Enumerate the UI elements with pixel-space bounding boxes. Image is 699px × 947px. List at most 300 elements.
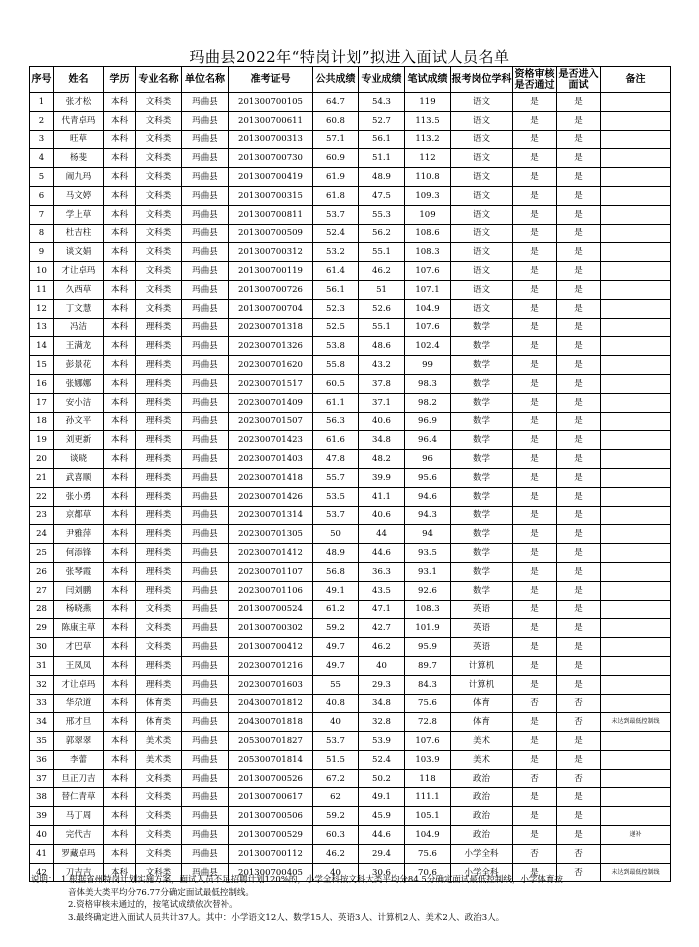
cell-subject: 语文 (451, 262, 513, 281)
cell-remark (601, 337, 671, 356)
cell-interview: 是 (557, 149, 601, 168)
cell-public-score: 40 (313, 713, 359, 732)
cell-interview: 是 (557, 544, 601, 563)
cell-index: 1 (30, 93, 54, 112)
cell-ticket: 201300700730 (229, 149, 313, 168)
cell-remark (601, 619, 671, 638)
cell-major-score: 48.2 (359, 450, 405, 469)
cell-subject: 数学 (451, 450, 513, 469)
cell-name: 安小洁 (54, 393, 104, 412)
cell-major: 体育类 (136, 694, 182, 713)
cell-interview: 是 (557, 111, 601, 130)
cell-ticket: 201300700509 (229, 224, 313, 243)
cell-unit: 玛曲县 (182, 525, 229, 544)
header-col-index: 序号 (30, 67, 54, 93)
cell-major: 理科类 (136, 356, 182, 375)
cell-qualified: 是 (513, 826, 557, 845)
cell-name: 刘更新 (54, 431, 104, 450)
cell-education: 本科 (104, 769, 136, 788)
note-1-cont: 音体美大类平均分76.77分确定面试最低控制线。 (68, 887, 254, 898)
cell-name: 刀吉吉 (54, 863, 104, 882)
cell-major: 理科类 (136, 506, 182, 525)
cell-name: 旦正刀吉 (54, 769, 104, 788)
cell-subject: 数学 (451, 487, 513, 506)
cell-subject: 美术 (451, 750, 513, 769)
cell-subject: 语文 (451, 93, 513, 112)
cell-major: 文科类 (136, 130, 182, 149)
cell-subject: 语文 (451, 168, 513, 187)
cell-remark (601, 374, 671, 393)
cell-education: 本科 (104, 807, 136, 826)
cell-major-score: 52.7 (359, 111, 405, 130)
cell-name: 谈晓 (54, 450, 104, 469)
cell-major: 文科类 (136, 205, 182, 224)
cell-interview: 是 (557, 600, 601, 619)
cell-qualified: 是 (513, 863, 557, 882)
cell-remark (601, 788, 671, 807)
cell-subject: 美术 (451, 732, 513, 751)
cell-ticket: 202300701418 (229, 468, 313, 487)
cell-education: 本科 (104, 788, 136, 807)
cell-major-score: 40 (359, 656, 405, 675)
cell-major-score: 56.1 (359, 130, 405, 149)
cell-written-score: 89.7 (405, 656, 451, 675)
cell-written-score: 105.1 (405, 807, 451, 826)
cell-major: 文科类 (136, 299, 182, 318)
cell-remark (601, 656, 671, 675)
cell-remark (601, 262, 671, 281)
cell-interview: 否 (557, 863, 601, 882)
cell-written-score: 108.3 (405, 243, 451, 262)
cell-education: 本科 (104, 318, 136, 337)
cell-ticket: 201300700524 (229, 600, 313, 619)
cell-education: 本科 (104, 600, 136, 619)
cell-index: 14 (30, 337, 54, 356)
table-row (30, 844, 671, 863)
candidate-table (29, 66, 671, 882)
cell-written-score: 93.1 (405, 562, 451, 581)
table-row (30, 769, 671, 788)
cell-subject: 数学 (451, 525, 513, 544)
cell-interview: 是 (557, 243, 601, 262)
cell-ticket: 202300701423 (229, 431, 313, 450)
cell-major-score: 37.1 (359, 393, 405, 412)
cell-name: 彭景花 (54, 356, 104, 375)
cell-education: 本科 (104, 280, 136, 299)
cell-written-score: 104.9 (405, 299, 451, 318)
cell-subject: 计算机 (451, 675, 513, 694)
cell-name: 郭翠翠 (54, 732, 104, 751)
cell-ticket: 201300700412 (229, 638, 313, 657)
cell-public-score: 55 (313, 675, 359, 694)
cell-name: 代青卓玛 (54, 111, 104, 130)
cell-subject: 体育 (451, 694, 513, 713)
cell-major: 文科类 (136, 243, 182, 262)
cell-major-score: 44.6 (359, 826, 405, 845)
cell-index: 3 (30, 130, 54, 149)
cell-written-score: 96.9 (405, 412, 451, 431)
footer-label: 说明： (31, 875, 57, 885)
cell-name: 闹九玛 (54, 168, 104, 187)
cell-qualified: 是 (513, 450, 557, 469)
table-row (30, 412, 671, 431)
cell-major-score: 42.7 (359, 619, 405, 638)
cell-index: 30 (30, 638, 54, 657)
cell-interview: 是 (557, 412, 601, 431)
cell-qualified: 是 (513, 675, 557, 694)
cell-written-score: 94 (405, 525, 451, 544)
note-2: 2.资格审核未通过的，按笔试成绩依次替补。 (68, 900, 238, 910)
cell-major: 文科类 (136, 149, 182, 168)
cell-public-score: 40.8 (313, 694, 359, 713)
cell-remark (601, 93, 671, 112)
cell-interview: 是 (557, 356, 601, 375)
cell-index: 29 (30, 619, 54, 638)
cell-ticket: 201300700315 (229, 186, 313, 205)
cell-subject: 数学 (451, 412, 513, 431)
cell-unit: 玛曲县 (182, 562, 229, 581)
cell-qualified: 否 (513, 844, 557, 863)
cell-interview: 是 (557, 393, 601, 412)
cell-major-score: 29.3 (359, 675, 405, 694)
cell-name: 李蕾 (54, 750, 104, 769)
cell-interview: 是 (557, 788, 601, 807)
cell-qualified: 是 (513, 149, 557, 168)
cell-ticket: 201300700405 (229, 863, 313, 882)
cell-major-score: 44.6 (359, 544, 405, 563)
cell-index: 25 (30, 544, 54, 563)
header-row (30, 67, 671, 93)
cell-written-score: 72.8 (405, 713, 451, 732)
cell-major-score: 41.1 (359, 487, 405, 506)
table-row (30, 675, 671, 694)
cell-subject: 政治 (451, 807, 513, 826)
cell-major-score: 46.2 (359, 262, 405, 281)
cell-unit: 玛曲县 (182, 224, 229, 243)
cell-education: 本科 (104, 826, 136, 845)
table-row (30, 694, 671, 713)
cell-qualified: 是 (513, 600, 557, 619)
header-col-written-score: 笔试成绩 (405, 67, 451, 93)
cell-education: 本科 (104, 619, 136, 638)
cell-index: 36 (30, 750, 54, 769)
cell-subject: 语文 (451, 186, 513, 205)
cell-remark (601, 468, 671, 487)
cell-remark (601, 506, 671, 525)
cell-major: 理科类 (136, 656, 182, 675)
cell-name: 张才松 (54, 93, 104, 112)
cell-major-score: 55.1 (359, 243, 405, 262)
cell-name: 闫刘鹏 (54, 581, 104, 600)
cell-remark (601, 600, 671, 619)
cell-qualified: 是 (513, 337, 557, 356)
cell-unit: 玛曲县 (182, 450, 229, 469)
header-col-subject: 报考岗位学科 (451, 67, 513, 93)
cell-public-score: 60.3 (313, 826, 359, 845)
cell-public-score: 53.5 (313, 487, 359, 506)
cell-major-score: 47.1 (359, 600, 405, 619)
cell-index: 15 (30, 356, 54, 375)
header-col-unit: 单位名称 (182, 67, 229, 93)
cell-public-score: 64.7 (313, 93, 359, 112)
cell-unit: 玛曲县 (182, 93, 229, 112)
cell-subject: 语文 (451, 149, 513, 168)
cell-qualified: 是 (513, 788, 557, 807)
cell-name: 学上草 (54, 205, 104, 224)
cell-subject: 计算机 (451, 656, 513, 675)
cell-public-score: 61.4 (313, 262, 359, 281)
cell-major: 理科类 (136, 450, 182, 469)
cell-major: 理科类 (136, 393, 182, 412)
table-row (30, 544, 671, 563)
cell-qualified: 否 (513, 769, 557, 788)
cell-unit: 玛曲县 (182, 299, 229, 318)
cell-public-score: 53.7 (313, 205, 359, 224)
cell-remark (601, 205, 671, 224)
cell-ticket: 202300701314 (229, 506, 313, 525)
cell-education: 本科 (104, 656, 136, 675)
cell-remark (601, 544, 671, 563)
cell-major: 理科类 (136, 487, 182, 506)
cell-public-score: 61.1 (313, 393, 359, 412)
header-col-remark: 备注 (601, 67, 671, 93)
cell-unit: 玛曲县 (182, 412, 229, 431)
cell-interview: 是 (557, 280, 601, 299)
table-row (30, 356, 671, 375)
cell-index: 11 (30, 280, 54, 299)
cell-written-score: 96 (405, 450, 451, 469)
cell-major: 理科类 (136, 468, 182, 487)
cell-qualified: 是 (513, 562, 557, 581)
table-row (30, 205, 671, 224)
cell-education: 本科 (104, 224, 136, 243)
cell-public-score: 53.2 (313, 243, 359, 262)
cell-qualified: 是 (513, 412, 557, 431)
cell-remark (601, 356, 671, 375)
cell-public-score: 61.6 (313, 431, 359, 450)
cell-unit: 玛曲县 (182, 468, 229, 487)
cell-remark (601, 450, 671, 469)
table-body (30, 93, 671, 882)
cell-major-score: 37.8 (359, 374, 405, 393)
cell-unit: 玛曲县 (182, 431, 229, 450)
cell-written-score: 94.3 (405, 506, 451, 525)
cell-index: 10 (30, 262, 54, 281)
table-row (30, 130, 671, 149)
cell-qualified: 是 (513, 318, 557, 337)
cell-qualified: 是 (513, 750, 557, 769)
cell-major: 文科类 (136, 224, 182, 243)
cell-index: 27 (30, 581, 54, 600)
cell-major: 理科类 (136, 318, 182, 337)
cell-interview: 是 (557, 506, 601, 525)
cell-index: 32 (30, 675, 54, 694)
cell-written-score: 92.6 (405, 581, 451, 600)
cell-unit: 玛曲县 (182, 694, 229, 713)
cell-ticket: 201300700313 (229, 130, 313, 149)
cell-unit: 玛曲县 (182, 337, 229, 356)
cell-unit: 玛曲县 (182, 581, 229, 600)
cell-subject: 英语 (451, 619, 513, 638)
cell-education: 本科 (104, 93, 136, 112)
table-row (30, 713, 671, 732)
cell-education: 本科 (104, 262, 136, 281)
cell-ticket: 201300700506 (229, 807, 313, 826)
cell-education: 本科 (104, 111, 136, 130)
header-col-education: 学历 (104, 67, 136, 93)
cell-public-score: 48.9 (313, 544, 359, 563)
cell-remark (601, 487, 671, 506)
cell-unit: 玛曲县 (182, 111, 229, 130)
cell-ticket: 202300701517 (229, 374, 313, 393)
cell-subject: 数学 (451, 337, 513, 356)
cell-name: 京都草 (54, 506, 104, 525)
cell-public-score: 61.9 (313, 168, 359, 187)
cell-remark (601, 412, 671, 431)
cell-qualified: 是 (513, 487, 557, 506)
cell-subject: 语文 (451, 205, 513, 224)
cell-interview: 否 (557, 769, 601, 788)
cell-subject: 政治 (451, 788, 513, 807)
cell-public-score: 50 (313, 525, 359, 544)
cell-written-score: 111.1 (405, 788, 451, 807)
cell-public-score: 59.2 (313, 619, 359, 638)
cell-qualified: 是 (513, 224, 557, 243)
cell-major: 理科类 (136, 412, 182, 431)
cell-major: 理科类 (136, 562, 182, 581)
table-row (30, 111, 671, 130)
cell-ticket: 201300700312 (229, 243, 313, 262)
cell-subject: 英语 (451, 638, 513, 657)
cell-remark (601, 318, 671, 337)
table-row (30, 374, 671, 393)
cell-name: 替仁青草 (54, 788, 104, 807)
cell-major-score: 45.9 (359, 807, 405, 826)
cell-ticket: 202300701216 (229, 656, 313, 675)
cell-qualified: 是 (513, 393, 557, 412)
cell-written-score: 107.6 (405, 732, 451, 751)
cell-interview: 是 (557, 638, 601, 657)
header-col-interview: 是否进入面试 (558, 68, 599, 91)
cell-major: 文科类 (136, 788, 182, 807)
cell-unit: 玛曲县 (182, 205, 229, 224)
cell-unit: 玛曲县 (182, 280, 229, 299)
note-3: 3.最终确定进入面试人员共计37人。其中：小学语文12人、数学15人、英语3人、计算机2人、美术2人、政治3人。 (68, 912, 505, 923)
cell-name: 才巴草 (54, 638, 104, 657)
cell-education: 本科 (104, 487, 136, 506)
cell-qualified: 否 (513, 694, 557, 713)
cell-major: 理科类 (136, 525, 182, 544)
cell-name: 马文婷 (54, 186, 104, 205)
cell-qualified: 是 (513, 243, 557, 262)
cell-subject: 数学 (451, 544, 513, 563)
cell-public-score: 51.5 (313, 750, 359, 769)
table-row (30, 506, 671, 525)
cell-remark (601, 807, 671, 826)
cell-interview: 是 (557, 168, 601, 187)
cell-qualified: 是 (513, 544, 557, 563)
cell-major-score: 56.2 (359, 224, 405, 243)
cell-major-score: 51 (359, 280, 405, 299)
cell-qualified: 是 (513, 374, 557, 393)
cell-remark (601, 581, 671, 600)
cell-ticket: 205300701827 (229, 732, 313, 751)
cell-written-score: 102.4 (405, 337, 451, 356)
table-row (30, 224, 671, 243)
cell-major-score: 54.3 (359, 93, 405, 112)
cell-subject: 政治 (451, 769, 513, 788)
cell-unit: 玛曲县 (182, 656, 229, 675)
cell-interview: 是 (557, 826, 601, 845)
cell-interview: 是 (557, 525, 601, 544)
cell-public-score: 61.2 (313, 600, 359, 619)
cell-public-score: 67.2 (313, 769, 359, 788)
cell-education: 本科 (104, 562, 136, 581)
cell-remark (601, 638, 671, 657)
cell-unit: 玛曲县 (182, 243, 229, 262)
cell-major: 文科类 (136, 638, 182, 657)
cell-remark: 未达到最低控制线 (601, 713, 671, 732)
cell-interview: 是 (557, 807, 601, 826)
footer-notes (31, 874, 671, 924)
table-row (30, 600, 671, 619)
cell-name: 武喜顺 (54, 468, 104, 487)
cell-subject: 数学 (451, 393, 513, 412)
cell-ticket: 205300701814 (229, 750, 313, 769)
cell-education: 本科 (104, 675, 136, 694)
cell-qualified: 是 (513, 525, 557, 544)
cell-education: 本科 (104, 732, 136, 751)
cell-major-score: 43.2 (359, 356, 405, 375)
cell-index: 41 (30, 844, 54, 863)
cell-interview: 否 (557, 713, 601, 732)
cell-qualified: 是 (513, 656, 557, 675)
cell-public-score: 60.5 (313, 374, 359, 393)
cell-name: 华尕道 (54, 694, 104, 713)
cell-education: 本科 (104, 337, 136, 356)
cell-unit: 玛曲县 (182, 600, 229, 619)
cell-major-score: 43.5 (359, 581, 405, 600)
table-row (30, 750, 671, 769)
cell-name: 王满龙 (54, 337, 104, 356)
cell-interview: 是 (557, 656, 601, 675)
table-row (30, 393, 671, 412)
cell-ticket: 202300701426 (229, 487, 313, 506)
cell-index: 6 (30, 186, 54, 205)
cell-name: 张娜娜 (54, 374, 104, 393)
cell-education: 本科 (104, 750, 136, 769)
table-row (30, 468, 671, 487)
cell-written-score: 103.9 (405, 750, 451, 769)
cell-major-score: 52.6 (359, 299, 405, 318)
table-row (30, 487, 671, 506)
cell-qualified: 是 (513, 205, 557, 224)
cell-name: 尹雅萍 (54, 525, 104, 544)
cell-remark: 未达到最低控制线 (601, 863, 671, 882)
cell-ticket: 204300701812 (229, 694, 313, 713)
cell-ticket: 202300701412 (229, 544, 313, 563)
table-row (30, 93, 671, 112)
cell-subject: 数学 (451, 468, 513, 487)
cell-remark (601, 299, 671, 318)
cell-education: 本科 (104, 581, 136, 600)
cell-ticket: 202300701403 (229, 450, 313, 469)
cell-subject: 语文 (451, 280, 513, 299)
cell-education: 本科 (104, 168, 136, 187)
cell-qualified: 是 (513, 130, 557, 149)
cell-remark (601, 168, 671, 187)
cell-unit: 玛曲县 (182, 619, 229, 638)
